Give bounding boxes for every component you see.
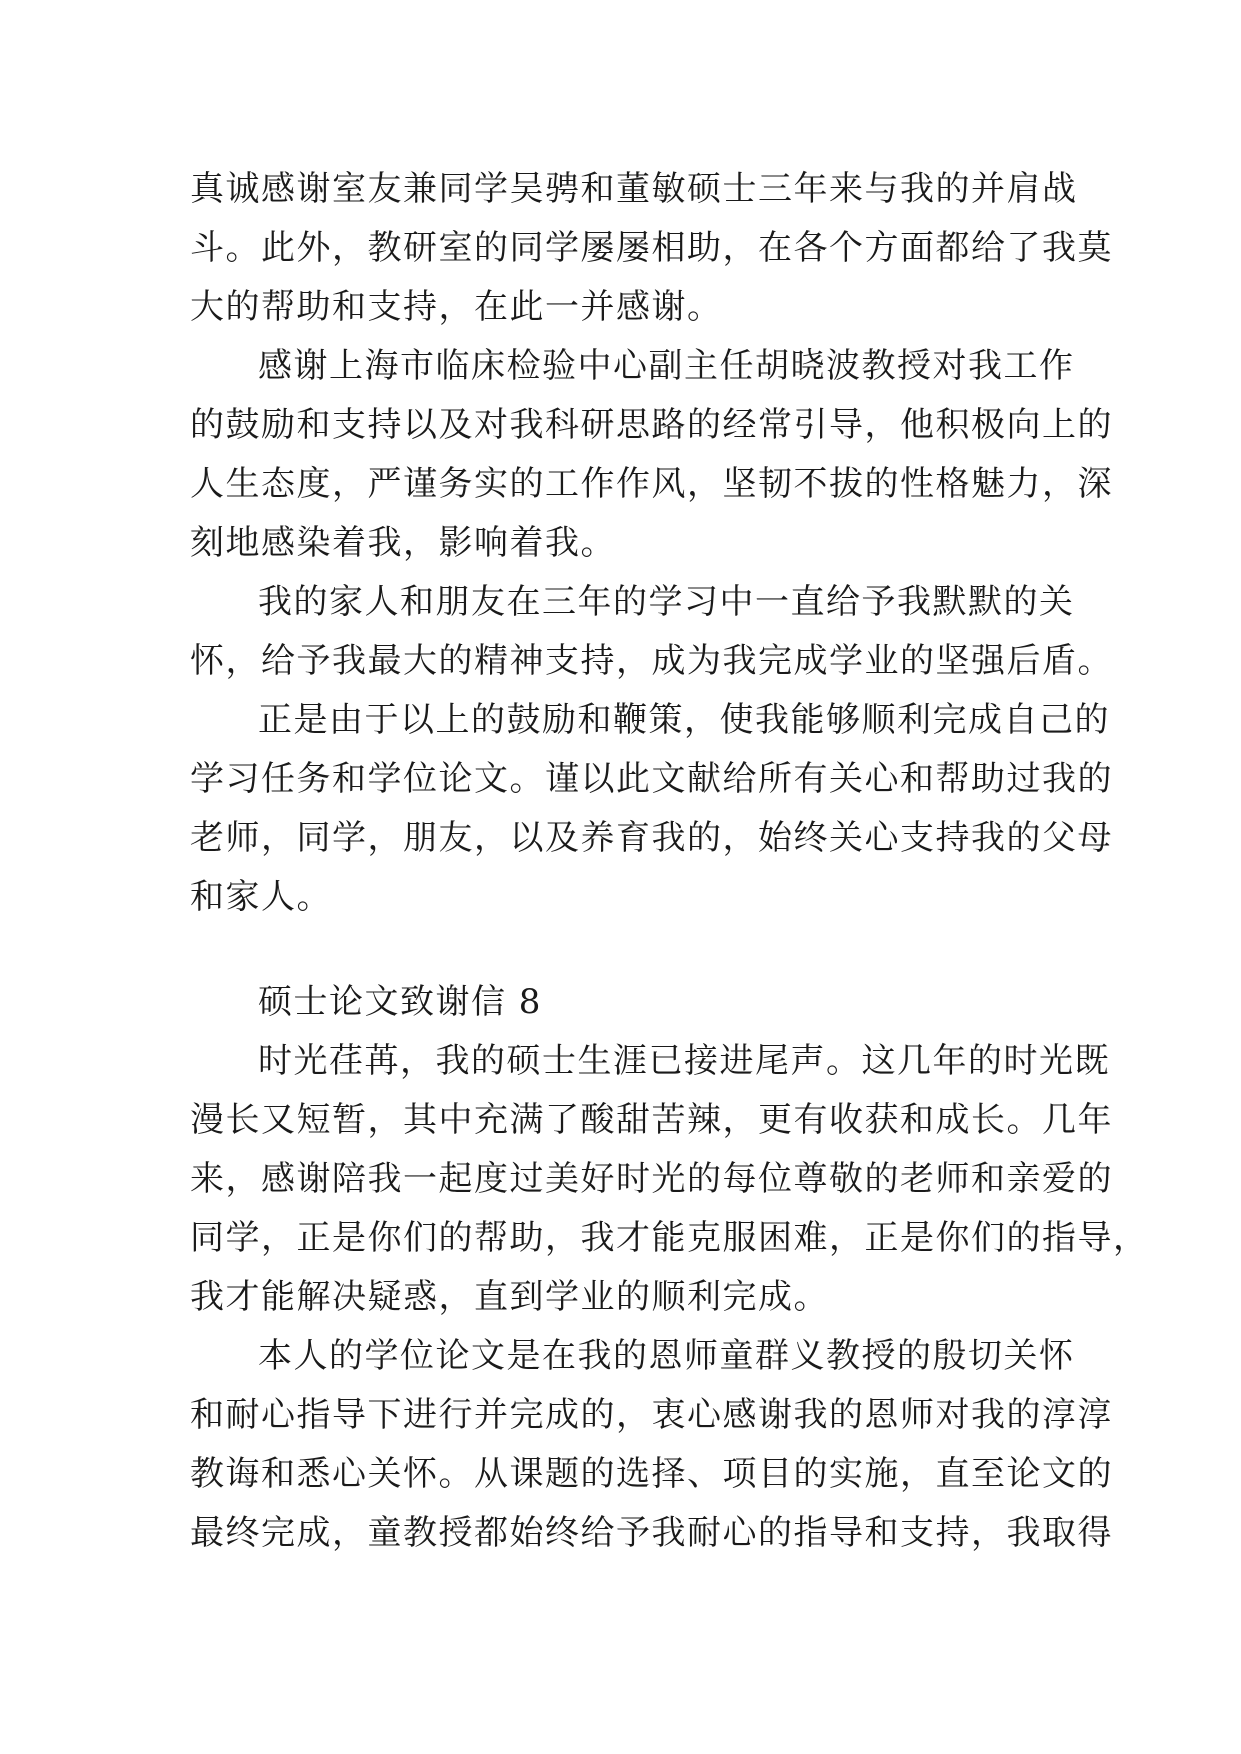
- text-line: 我的家人和朋友在三年的学习中一直给予我默默的关: [258, 582, 1075, 622]
- text-line: 和家人。: [190, 877, 332, 917]
- text-line: 同学，正是你们的帮助，我才能克服困难，正是你们的指导，: [190, 1218, 1149, 1258]
- text-line: 人生态度，严谨务实的工作作风，坚韧不拔的性格魅力，深: [190, 464, 1113, 504]
- text-line: 我才能解决疑惑，直到学业的顺利完成。: [190, 1277, 829, 1317]
- text-line: 本人的学位论文是在我的恩师童群义教授的殷切关怀: [258, 1336, 1075, 1376]
- section-heading: 硕士论文致谢信 8: [258, 982, 542, 1022]
- text-line: 来，感谢陪我一起度过美好时光的每位尊敬的老师和亲爱的: [190, 1159, 1113, 1199]
- text-line: 学习任务和学位论文。谨以此文献给所有关心和帮助过我的: [190, 759, 1113, 799]
- text-line: 怀，给予我最大的精神支持，成为我完成学业的坚强后盾。: [190, 641, 1113, 681]
- text-line: 斗。此外，教研室的同学屡屡相助，在各个方面都给了我莫: [190, 228, 1113, 268]
- acknowledgement-section-b: [190, 1032, 1149, 1563]
- text-line: 最终完成，童教授都始终给予我耐心的指导和支持，我取得: [190, 1513, 1113, 1553]
- text-line: 的鼓励和支持以及对我科研思路的经常引导，他积极向上的: [190, 405, 1113, 445]
- text-line: 刻地感染着我，影响着我。: [190, 523, 616, 563]
- text-line: 正是由于以上的鼓励和鞭策，使我能够顺利完成自己的: [258, 700, 1110, 740]
- text-line: 大的帮助和支持，在此一并感谢。: [190, 287, 723, 327]
- text-line: 和耐心指导下进行并完成的，衷心感谢我的恩师对我的淳淳: [190, 1395, 1113, 1435]
- text-line: 漫长又短暂，其中充满了酸甜苦辣，更有收获和成长。几年: [190, 1100, 1113, 1140]
- text-line: 感谢上海市临床检验中心副主任胡晓波教授对我工作: [258, 346, 1075, 386]
- text-line: 老师，同学，朋友，以及养育我的，始终关心支持我的父母: [190, 818, 1113, 858]
- text-line: 真诚感谢室友兼同学吴骋和董敏硕士三年来与我的并肩战: [190, 169, 1078, 209]
- acknowledgement-section-a: [190, 160, 1113, 927]
- text-line: 教诲和悉心关怀。从课题的选择、项目的实施，直至论文的: [190, 1454, 1113, 1494]
- text-line: 时光荏苒，我的硕士生涯已接进尾声。这几年的时光既: [258, 1041, 1110, 1081]
